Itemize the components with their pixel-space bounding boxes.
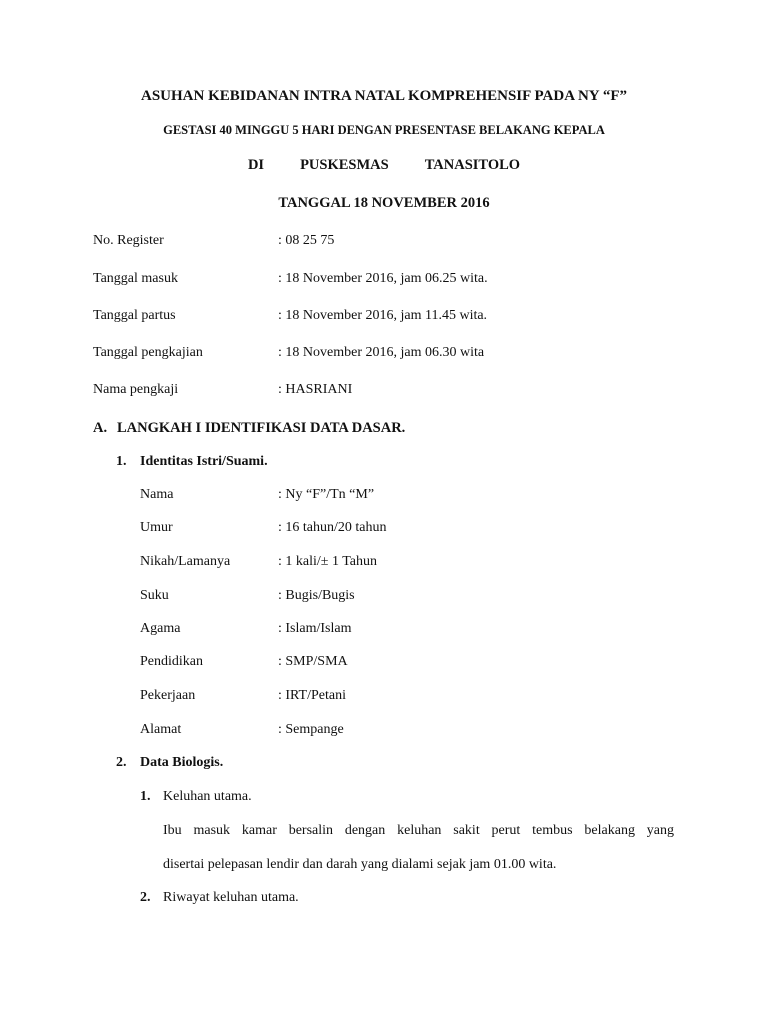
identity-label: Alamat	[140, 722, 182, 737]
info-label: Tanggal pengkajian	[93, 345, 203, 360]
identity-value: : IRT/Petani	[278, 688, 346, 703]
section-a-marker: A.	[93, 420, 108, 436]
item2-marker: 2.	[116, 755, 127, 770]
info-label: Nama pengkaji	[93, 382, 179, 397]
identity-value: : 16 tahun/20 tahun	[278, 520, 387, 535]
info-value: : 18 November 2016, jam 11.45 wita.	[278, 308, 488, 323]
bio-sub2-title: Riwayat keluhan utama.	[163, 890, 299, 905]
item1-title: Identitas Istri/Suami.	[140, 454, 268, 469]
identity-label: Nama	[140, 487, 174, 502]
location-di: DI	[247, 157, 265, 173]
bio-sub1-text-line2: disertai pelepasan lendir dan darah yang dialami sejak jam 01.00 wita.	[163, 857, 557, 872]
location-place1: PUSKESMAS	[300, 157, 389, 173]
document-location	[0, 157, 768, 174]
item2-title: Data Biologis.	[140, 755, 224, 770]
info-label: Tanggal partus	[93, 308, 176, 323]
document-title: ASUHAN KEBIDANAN INTRA NATAL KOMPREHENSIF PADA NY “F”	[140, 88, 627, 104]
bio-sub1-text-line1: Ibu masuk kamar bersalin dengan keluhan sakit perut tembus belakang yang	[163, 823, 674, 838]
identity-value: : Sempange	[278, 722, 344, 737]
section-a-title: LANGKAH I IDENTIFIKASI DATA DASAR.	[117, 420, 406, 436]
document-date: TANGGAL 18 NOVEMBER 2016	[278, 195, 490, 211]
identity-label: Nikah/Lamanya	[140, 554, 231, 569]
bio-sub1-marker: 1.	[140, 789, 151, 804]
bio-sub1-title: Keluhan utama.	[163, 789, 252, 804]
bio-sub2-marker: 2.	[140, 890, 151, 905]
info-value: : 18 November 2016, jam 06.25 wita.	[278, 271, 488, 286]
identity-value: : SMP/SMA	[278, 654, 348, 669]
identity-value: : Islam/Islam	[278, 621, 352, 636]
info-value: : HASRIANI	[278, 382, 353, 397]
identity-label: Agama	[140, 621, 181, 636]
info-value: : 08 25 75	[278, 233, 335, 248]
identity-value: : Ny “F”/Tn “M”	[278, 487, 375, 502]
identity-value: : 1 kali/± 1 Tahun	[278, 554, 377, 569]
identity-label: Umur	[140, 520, 173, 535]
location-place2: TANASITOLO	[424, 157, 521, 173]
item1-marker: 1.	[116, 454, 127, 469]
info-value: : 18 November 2016, jam 06.30 wita	[278, 345, 485, 360]
identity-value: : Bugis/Bugis	[278, 588, 355, 603]
identity-label: Suku	[140, 588, 169, 603]
info-label: No. Register	[93, 233, 164, 248]
identity-label: Pendidikan	[140, 654, 203, 669]
info-label: Tanggal masuk	[93, 271, 178, 286]
document-subtitle: GESTASI 40 MINGGU 5 HARI DENGAN PRESENTASE BELAKANG KEPALA	[163, 123, 605, 137]
identity-label: Pekerjaan	[140, 688, 196, 703]
